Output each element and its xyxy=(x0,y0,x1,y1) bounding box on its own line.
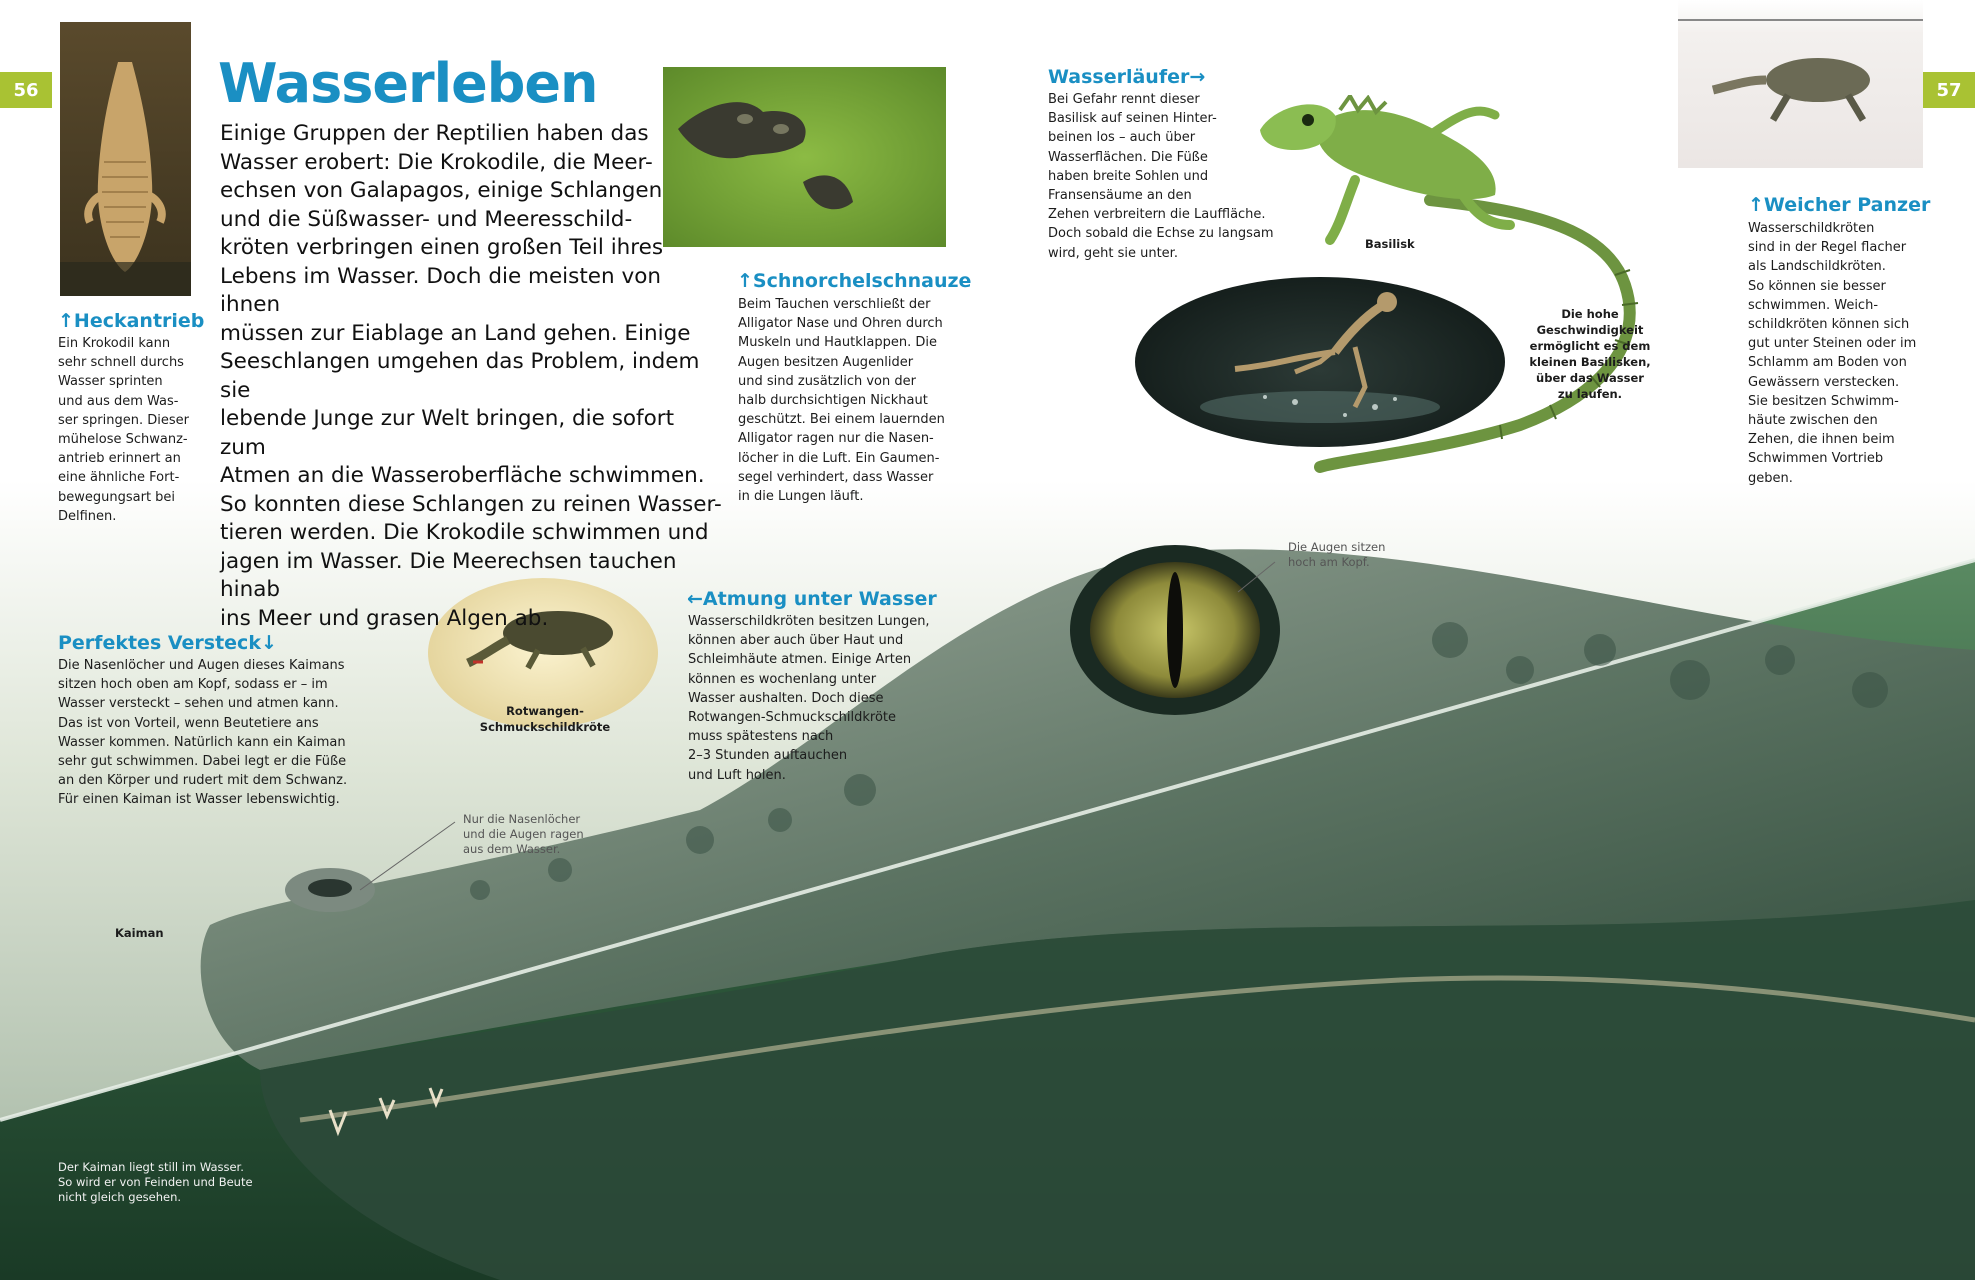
crocodile-jump-photo xyxy=(60,22,191,296)
speed-caption: Die hohe Geschwindigkeit ermöglicht es dem kleinen Basilisken, über das Wasser zu laufen. xyxy=(1529,307,1651,401)
page-number-right: 57 xyxy=(1923,72,1975,108)
intro-line: müssen zur Eiablage an Land gehen. Einige xyxy=(220,320,691,346)
intro-line: Atmen an die Wasseroberfläche schwimmen. xyxy=(220,463,705,488)
schnorchel-heading: ↑Schnorchelschnauze xyxy=(737,270,972,292)
turtle-caption: Rotwangen- Schmuckschildkröte xyxy=(479,704,611,734)
panzer-text: Wasserschildkröten sind in der Regel flacher als Landschildkröten. So können sie besser schwimmen. Weich- schildkröten können sich gut unter Steinen oder im Schlamm am Boden von Gewässern verstecken. Sie besitzen Schwimm- häute zwischen den Zehen, die ihnen beim Schwimmen Vortrieb geben. xyxy=(1748,221,1917,486)
intro-line: kröten verbringen einen großen Teil ihres xyxy=(220,235,664,260)
kaiman-caption: Kaiman xyxy=(115,926,164,940)
intro-line: echsen von Galapagos, einige Schlangen xyxy=(220,178,663,203)
wasserlaeufer-heading: Wasserläufer→ xyxy=(1048,66,1206,88)
atmung-heading: ←Atmung unter Wasser xyxy=(687,588,937,610)
schnorchel-text: Beim Tauchen verschließt der Alligator Nase und Ohren durch Muskeln und Hautklappen. Die Augen besitzen Augenlider und sind zusätzlich von der halb durchsichtigen Nickhaut geschützt. Bei einem lauernden Alligator ragen nur die Nasen- löcher in die Luft. Ein Gaumen- segel verhindert, dass Wasser in die Lungen läuft. xyxy=(738,297,945,505)
heckantrieb-heading: ↑Heckantrieb xyxy=(58,310,205,332)
basilisk-caption: Basilisk xyxy=(1365,237,1415,251)
page-number-left: 56 xyxy=(0,72,52,108)
intro-line: Seeschlangen umgehen das Problem, indem sie xyxy=(220,349,700,403)
panzer-heading: ↑Weicher Panzer xyxy=(1748,194,1931,216)
heckantrieb-text: Ein Krokodil kann sehr schnell durchs Wasser sprinten und aus dem Was- ser springen. Dieser mühelose Schwanz- antrieb erinnert an eine ähnliche Fort- bewegungsart bei Delfinen. xyxy=(58,336,189,524)
intro-line: Wasser erobert: Die Krokodile, die Meer- xyxy=(220,149,653,175)
intro-line: ins Meer und grasen Algen ab. xyxy=(220,605,549,631)
wasserlaeufer-text: Bei Gefahr rennt dieser Basilisk auf seinen Hinter- beinen los – auch über Wasserflächen. Die Füße haben breite Sohlen und Fransensäume an den Zehen verbreitern die Lauffläche. Doch sobald die Echse zu langsam wird, geht sie unter. xyxy=(1048,92,1274,261)
softshell-turtle-photo xyxy=(1678,0,1923,168)
basilisk-running-photo xyxy=(1135,277,1505,447)
intro-line: und die Süßwasser- und Meeresschild- xyxy=(220,206,633,232)
page-title: Wasserleben xyxy=(218,52,598,115)
eyes-caption: Die Augen sitzen hoch am Kopf. xyxy=(1288,540,1386,569)
intro-line: jagen im Wasser. Die Meerechsen tauchen hinab xyxy=(220,548,677,602)
bottom-caption: Der Kaiman liegt still im Wasser. So wird er von Feinden und Beute nicht gleich gesehen. xyxy=(58,1160,253,1204)
versteck-heading: Perfektes Versteck↓ xyxy=(58,632,277,654)
intro-line: So konnten diese Schlangen zu reinen Wasser- xyxy=(220,491,722,517)
intro-line: lebende Junge zur Welt bringen, die sofort zum xyxy=(220,406,675,460)
intro-text xyxy=(220,120,725,633)
nostrils-caption: Nur die Nasenlöcher und die Augen ragen aus dem Wasser. xyxy=(463,812,584,856)
intro-line: Lebens im Wasser. Doch die meisten von ihnen xyxy=(220,263,661,317)
atmung-text: Wasserschildkröten besitzen Lungen, können aber auch über Haut und Schleimhäute atmen. Einige Arten können es wochenlang unter Wasser aushalten. Doch diese Rotwangen-Schmuckschildkröte muss spätestens nach 2–3 Stunden auftauchen und Luft holen. xyxy=(688,614,930,783)
intro-line: tieren werden. Die Krokodile schwimmen und xyxy=(220,520,709,545)
intro-line: Einige Gruppen der Reptilien haben das xyxy=(220,121,649,146)
versteck-text: Die Nasenlöcher und Augen dieses Kaimans sitzen hoch oben am Kopf, sodass er – im Wasser versteckt – sehen und atmen kann. Das ist von Vorteil, wenn Beutetiere ans Wasser kommen. Natürlich kann ein Kaiman sehr gut schwimmen. Dabei legt er die Füße an den Körper und rudert mit dem Schwanz. Für einen Kaiman ist Wasser lebenswichtig. xyxy=(58,658,348,808)
